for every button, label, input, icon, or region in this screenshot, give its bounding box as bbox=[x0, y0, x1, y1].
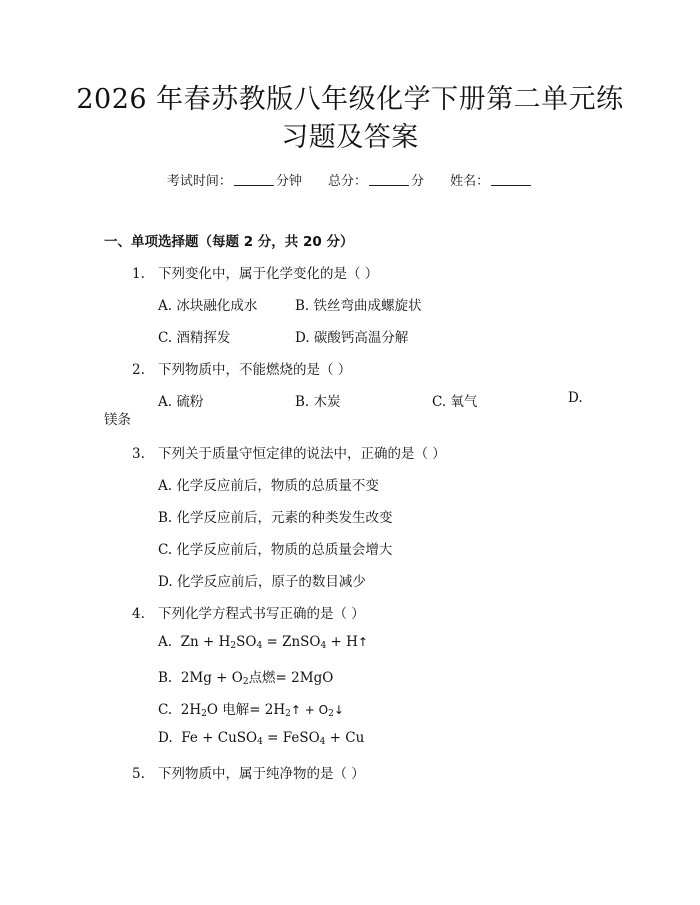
page-title-line1: 2026 年春苏教版八年级化学下册第二单元练 bbox=[76, 84, 624, 115]
q3-option-b: B. 化学反应前后，元素的种类发生改变 bbox=[158, 510, 393, 526]
q3-option-a: A. 化学反应前后，物质的总质量不变 bbox=[158, 478, 379, 494]
question-4 bbox=[132, 602, 365, 622]
score-blank bbox=[369, 173, 409, 186]
q1-option-c: C. 酒精挥发 bbox=[158, 330, 231, 346]
time-unit: 分钟 bbox=[275, 174, 302, 189]
q2-option-c: C. 氧气 bbox=[432, 394, 478, 410]
time-label: 考试时间： bbox=[166, 174, 232, 189]
question-number: 4. bbox=[132, 606, 145, 622]
q2-option-d-label: D. bbox=[568, 390, 583, 406]
score-unit: 分 bbox=[411, 174, 425, 189]
q1-option-d: D. 碳酸钙高温分解 bbox=[295, 330, 409, 346]
q1-option-b: B. 铁丝弯曲成螺旋状 bbox=[295, 298, 422, 314]
question-5 bbox=[132, 762, 365, 782]
question-text: 下列物质中，不能燃烧的是（ ） bbox=[158, 362, 352, 378]
question-number: 2. bbox=[132, 362, 145, 378]
q3-option-c: C. 化学反应前后，物质的总质量会增大 bbox=[158, 542, 393, 558]
question-number: 3. bbox=[132, 446, 145, 462]
page-title-line2: 习题及答案 bbox=[281, 122, 419, 153]
question-1 bbox=[132, 262, 378, 282]
q2-option-b: B. 木炭 bbox=[295, 394, 341, 410]
name-label: 姓名： bbox=[450, 174, 490, 189]
question-number: 1. bbox=[132, 266, 145, 282]
score-label: 总分： bbox=[327, 174, 367, 189]
q4-option-c: C. $2H_2O$ 电解= $2H_2↑$ + $O_2↓$ bbox=[158, 702, 344, 719]
q3-option-d: D. 化学反应前后，原子的数目减少 bbox=[158, 574, 366, 590]
q2-option-a: A. 硫粉 bbox=[158, 394, 204, 410]
q4-option-b: B. $2Mg + O_2$点燃= 2MgO bbox=[158, 670, 334, 687]
section-heading: 一、单项选择题（每题 2 分，共 20 分） bbox=[104, 234, 354, 250]
question-number: 5. bbox=[132, 766, 145, 782]
name-blank bbox=[491, 173, 531, 186]
question-text: 下列关于质量守恒定律的说法中，正确的是（ ） bbox=[158, 446, 446, 462]
q4-option-d: D. Fe + CuSO$_4$ = FeSO$_4$ + Cu bbox=[158, 730, 365, 747]
q2-option-d-text: 镁条 bbox=[104, 412, 131, 428]
time-blank bbox=[234, 173, 274, 186]
question-3 bbox=[132, 442, 446, 462]
question-text: 下列变化中，属于化学变化的是（ ） bbox=[158, 266, 379, 282]
question-text: 下列化学方程式书写正确的是（ ） bbox=[158, 606, 365, 622]
exam-info-line bbox=[0, 170, 700, 189]
q4-option-a: A. $Zn + H_2SO_4$ = ZnSO$_4$ + H↑ bbox=[158, 634, 368, 651]
up-arrow-icon: ↑ bbox=[357, 635, 368, 649]
question-2 bbox=[132, 358, 351, 378]
q1-option-a: A. 冰块融化成水 bbox=[158, 298, 258, 314]
down-arrow-icon: ↓ bbox=[333, 703, 344, 717]
question-text: 下列物质中，属于纯净物的是（ ） bbox=[158, 766, 365, 782]
